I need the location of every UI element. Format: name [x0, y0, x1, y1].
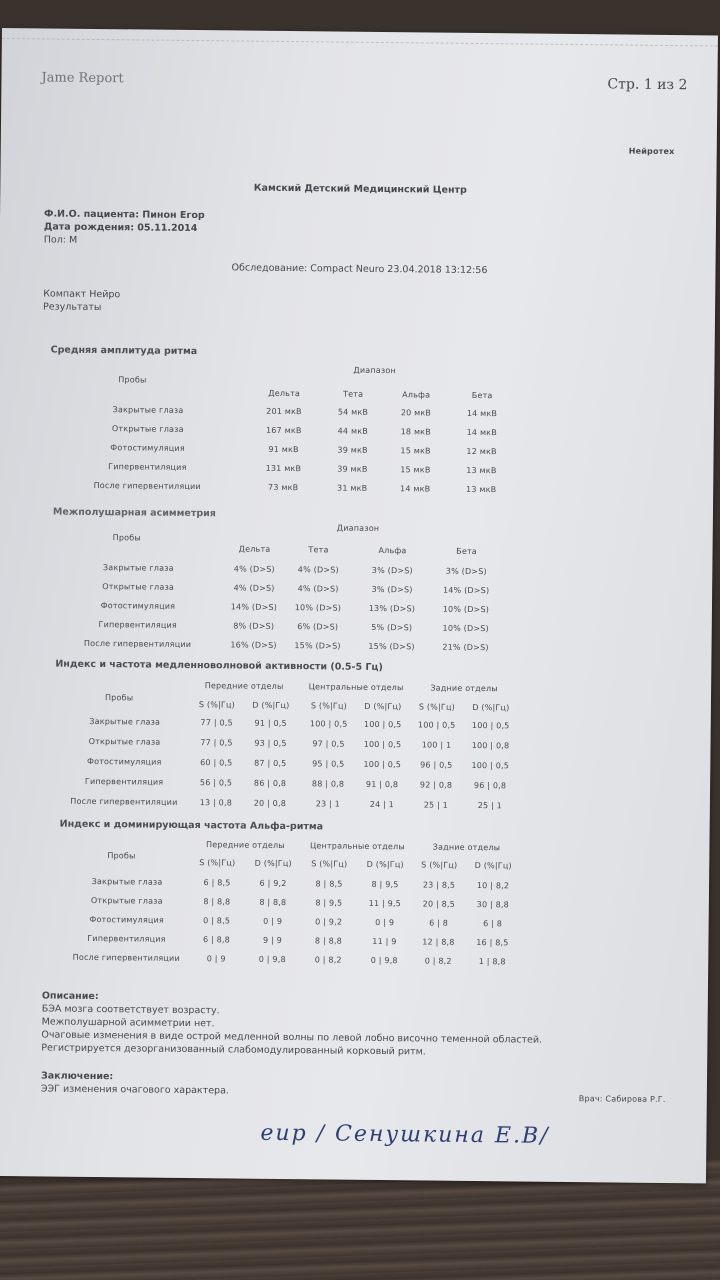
handwritten-signature: eup / Сенушкина Е.В/ — [260, 1120, 550, 1149]
table-cell: 12 | 8,8 — [422, 937, 455, 947]
table-cell: 14 мкВ — [400, 484, 431, 494]
table-cell: 18 мкВ — [400, 427, 431, 437]
table-cell: 100 | 0,8 — [471, 740, 510, 751]
table-cell: 39 мкВ — [337, 445, 368, 455]
table-cell: 3% (D>S) — [371, 565, 413, 576]
table-cell: 8 | 8,5 — [315, 879, 343, 889]
table-cell: 6% (D>S) — [297, 622, 339, 632]
column-header: Тета — [308, 545, 329, 555]
table-cell: 21% (D>S) — [442, 642, 489, 653]
table-cell: 100 | 0,5 — [363, 759, 402, 770]
center-name: Камский Детский Медицинский Центр — [253, 182, 467, 196]
table-cell: 15% (D>S) — [294, 641, 341, 651]
table-cell: 167 мкВ — [265, 425, 302, 436]
row-label: Закрытые глаза — [89, 716, 161, 727]
group-header: Задние отделы — [432, 842, 501, 853]
column-header: Дельта — [268, 388, 301, 399]
table-cell: 6 | 8 — [429, 918, 449, 928]
table-cell: 0 | 8,5 — [203, 916, 231, 926]
table-cell: 10% (D>S) — [442, 623, 489, 634]
table-cell: 0 | 9 — [263, 916, 283, 926]
exam-info: Обследование: Compact Neuro 23.04.2018 13:12:56 — [231, 262, 488, 277]
description-line: Очаговые изменения в виде острой медленной волны по левой лобно височно теменной областей. — [41, 1029, 543, 1046]
table-cell: 13 | 0,8 — [199, 798, 233, 808]
column-header: Бета — [456, 546, 477, 557]
table-cell: 16 | 8,5 — [476, 938, 509, 948]
table-cell: 8 | 9,5 — [315, 898, 343, 908]
table-cell: 0 | 8,2 — [314, 955, 342, 965]
table2-range-label: Диапазон — [336, 523, 380, 533]
table-cell: 88 | 0,8 — [311, 779, 345, 789]
table-cell: 0 | 9,8 — [370, 955, 398, 966]
table-cell: 30 | 8,8 — [476, 900, 510, 910]
table-cell: 6 | 8 — [483, 919, 503, 929]
table-cell: 3% (D>S) — [445, 566, 487, 577]
sub-header: D (%|Гц) — [472, 702, 510, 713]
sub-header: S (%|Гц) — [418, 702, 456, 712]
table-cell: 56 | 0,5 — [199, 778, 233, 788]
table-cell: 8 | 8,8 — [259, 897, 287, 908]
table-cell: 0 | 9 — [375, 917, 395, 928]
table-cell: 3% (D>S) — [371, 584, 413, 595]
table1-probe-header: Пробы — [118, 375, 147, 385]
table-cell: 100 | 0,5 — [471, 720, 510, 731]
table-cell: 13 мкВ — [466, 465, 497, 476]
table-cell: 54 мкВ — [337, 407, 369, 417]
sub-header: D (%|Гц) — [252, 700, 290, 711]
table-cell: 25 | 1 — [477, 801, 503, 811]
table-cell: 25 | 1 — [423, 800, 449, 810]
table-cell: 201 мкВ — [266, 406, 302, 417]
table-cell: 91 | 0,8 — [365, 779, 399, 790]
group-header: Передние отделы — [206, 840, 285, 851]
table-cell: 23 | 8,5 — [422, 880, 456, 890]
table4-title: Индекс и доминирующая частота Альфа-ритма — [59, 818, 324, 833]
row-label: Открытые глаза — [88, 736, 161, 747]
row-label: Гипервентиляция — [98, 620, 178, 630]
table-cell: 8 | 9,5 — [371, 879, 399, 890]
row-label: Открытые глаза — [102, 582, 175, 592]
table-cell: 73 мкВ — [268, 482, 299, 493]
report-page — [0, 28, 718, 1183]
group-header: Центральные отделы — [308, 682, 404, 693]
table-cell: 8% (D>S) — [233, 621, 275, 631]
column-header: Бета — [471, 390, 493, 401]
row-label: После гипервентиляции — [72, 952, 180, 963]
table-cell: 14% (D>S) — [230, 602, 278, 612]
table-cell: 87 | 0,5 — [254, 758, 287, 769]
table-cell: 4% (D>S) — [233, 583, 275, 593]
table-cell: 13% (D>S) — [368, 603, 416, 614]
column-header: Тета — [343, 389, 364, 399]
row-label: Открытые глаза — [111, 424, 184, 434]
sub-header: S (%|Гц) — [198, 700, 236, 710]
table-cell: 14 мкВ — [466, 427, 497, 438]
description-line: Регистрируется дезорганизованный слабомодулированный корковый ритм. — [41, 1042, 426, 1058]
patient-name: Ф.И.О. пациента: Пинон Егор — [43, 208, 205, 222]
row-label: После гипервентиляции — [93, 480, 201, 492]
row-label: Закрытые глаза — [91, 876, 163, 887]
column-header: Альфа — [378, 545, 407, 556]
table-cell: 4% (D>S) — [233, 564, 275, 574]
table3-title: Индекс и частота медленноволновой активности (0.5-5 Гц) — [55, 658, 383, 674]
row-label: Гипервентиляция — [84, 776, 164, 787]
paper-fold — [2, 28, 718, 46]
description-title: Описание: — [41, 990, 99, 1003]
table-cell: 93 | 0,5 — [254, 738, 287, 749]
page-number: Стр. 1 из 2 — [607, 76, 688, 94]
row-label: После гипервентиляции — [70, 796, 178, 807]
table-cell: 86 | 0,8 — [253, 778, 287, 789]
description-line: Межполушарной асимметрии нет. — [41, 1016, 215, 1030]
patient-sex: Пол: М — [43, 234, 78, 246]
description-line: БЭА мозга соответствует возрасту. — [41, 1003, 220, 1017]
conclusion-title: Заключение: — [40, 1070, 114, 1083]
row-label: Гипервентиляция — [108, 462, 187, 472]
table-cell: 4% (D>S) — [297, 584, 339, 594]
table-cell: 131 мкВ — [265, 463, 302, 474]
table-cell: 0 | 9,8 — [258, 954, 286, 965]
conclusion-text: ЭЭГ изменения очагового характера. — [40, 1083, 230, 1097]
table-cell: 95 | 0,5 — [312, 759, 345, 769]
sub-header: D (%|Гц) — [364, 701, 402, 712]
sub-header: S (%|Гц) — [310, 701, 348, 711]
row-label: Фотостимуляция — [110, 443, 185, 453]
table-cell: 9 | 9 — [262, 935, 282, 945]
table-cell: 20 мкВ — [400, 408, 432, 418]
table-cell: 12 мкВ — [466, 446, 497, 457]
table2-probe-header: Пробы — [112, 533, 141, 543]
table-cell: 77 | 0,5 — [200, 738, 233, 748]
group-header: Передние отделы — [204, 681, 284, 691]
column-header: Альфа — [402, 390, 431, 400]
table-cell: 100 | 0,5 — [471, 760, 510, 771]
probe-header: Пробы — [107, 851, 136, 861]
header-title: Jame Report — [41, 70, 124, 87]
table-cell: 13 мкВ — [466, 484, 497, 495]
table-cell: 96 | 0,8 — [473, 780, 507, 791]
column-header: Дельта — [238, 544, 271, 554]
device-name: Компакт Нейро — [43, 288, 121, 301]
row-label: Гипервентиляция — [87, 933, 166, 944]
probe-header: Пробы — [104, 693, 134, 703]
table-cell: 44 мкВ — [337, 426, 368, 436]
table-cell: 20 | 0,8 — [253, 798, 287, 809]
table-cell: 14 мкВ — [466, 408, 498, 419]
table-cell: 14% (D>S) — [442, 585, 490, 596]
table-cell: 92 | 0,8 — [419, 780, 453, 790]
row-label: После гипервентиляции — [83, 638, 192, 650]
table1-title: Средняя амплитуда ритма — [50, 344, 198, 358]
doctor-name: Врач: Сабирова Р.Г. — [578, 1094, 666, 1105]
sub-header: D (%|Гц) — [366, 859, 404, 870]
sub-header: S (%|Гц) — [311, 859, 348, 869]
sub-header: D (%|Гц) — [474, 860, 512, 871]
sub-header: D (%|Гц) — [254, 858, 292, 869]
table-cell: 23 | 1 — [315, 799, 341, 809]
table-cell: 0 | 9,2 — [315, 917, 343, 927]
table-cell: 0 | 8,2 — [424, 956, 452, 966]
table-cell: 8 | 8,8 — [314, 936, 343, 946]
table-cell: 8 | 8,8 — [203, 897, 231, 907]
group-header: Задние отделы — [430, 683, 498, 694]
table-cell: 0 | 9 — [206, 954, 226, 964]
row-label: Фотостимуляция — [89, 914, 164, 925]
table2-title: Межполушарная асимметрия — [52, 506, 216, 520]
table-cell: 15% (D>S) — [368, 641, 415, 652]
table-cell: 100 | 0,5 — [363, 719, 402, 730]
table-cell: 10% (D>S) — [442, 604, 490, 615]
table-cell: 96 | 0,5 — [420, 760, 453, 770]
row-label: Закрытые глаза — [102, 563, 174, 573]
results-label: Результаты — [43, 301, 102, 314]
table-cell: 20 | 8,5 — [422, 899, 456, 909]
group-header: Центральные отделы — [309, 841, 405, 852]
row-label: Фотостимуляция — [86, 756, 162, 767]
table-cell: 16% (D>S) — [230, 640, 277, 650]
table-cell: 24 | 1 — [369, 799, 395, 810]
table-cell: 1 | 8,8 — [478, 957, 506, 967]
table-cell: 15 мкВ — [400, 465, 431, 475]
patient-dob: Дата рождения: 05.11.2014 — [43, 221, 198, 235]
table-cell: 100 | 0,5 — [417, 720, 456, 730]
sub-header: S (%|Гц) — [199, 858, 236, 868]
table1-range-label: Диапазон — [353, 365, 396, 376]
table-cell: 6 | 8,5 — [203, 878, 231, 888]
table-cell: 31 мкВ — [337, 483, 368, 493]
table-cell: 10% (D>S) — [294, 603, 342, 613]
sub-header: S (%|Гц) — [421, 860, 458, 870]
table-cell: 6 | 9,2 — [259, 878, 287, 889]
row-label: Открытые глаза — [90, 895, 163, 906]
table-cell: 91 | 0,5 — [254, 718, 287, 729]
table-cell: 15 мкВ — [400, 446, 431, 456]
table-cell: 91 мкВ — [268, 444, 299, 455]
table-cell: 11 | 9 — [372, 936, 397, 947]
table-cell: 39 мкВ — [337, 464, 368, 474]
table-cell: 97 | 0,5 — [312, 739, 345, 749]
row-label: Фотостимуляция — [100, 601, 176, 611]
table-cell: 60 | 0,5 — [200, 758, 233, 768]
table-cell: 100 | 0,5 — [363, 739, 402, 750]
table-cell: 6 | 8,8 — [202, 935, 231, 945]
table-cell: 100 | 0,5 — [309, 719, 348, 729]
table-cell: 5% (D>S) — [371, 622, 413, 633]
table-cell: 100 | 1 — [421, 740, 452, 750]
company-name: Нейротех — [628, 146, 675, 157]
table-cell: 11 | 9,5 — [368, 898, 402, 909]
table-cell: 10 | 8,2 — [476, 881, 510, 891]
row-label: Закрытые глаза — [112, 405, 184, 415]
table-cell: 77 | 0,5 — [200, 718, 233, 728]
table-cell: 4% (D>S) — [297, 565, 339, 575]
